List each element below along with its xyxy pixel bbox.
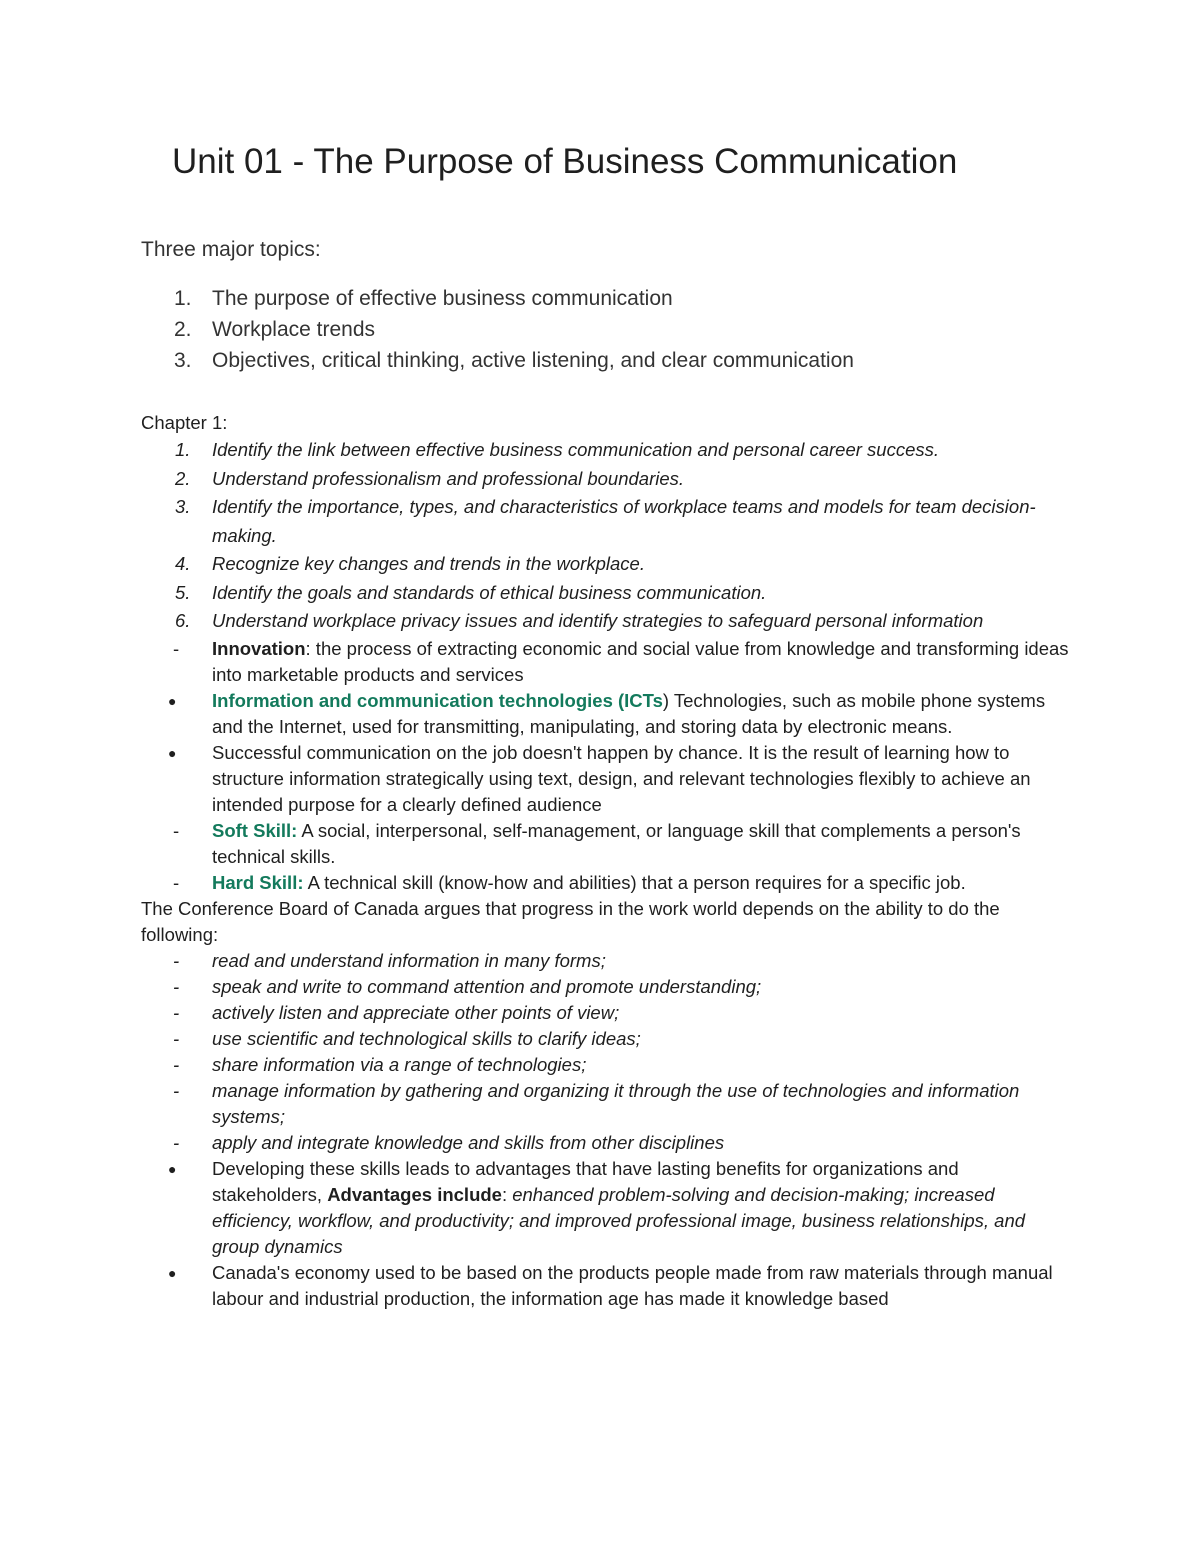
objective-text: Recognize key changes and trends in the workplace. — [212, 553, 645, 574]
list-number: 1. — [175, 439, 191, 460]
success-text: Successful communication on the job doesn't happen by chance. It is the result of learning how to structure information strategically using text, design, and relevant technologies flexibly to achieve an intended purpose for a clearly defined audience — [212, 741, 1031, 815]
ability-item — [141, 1026, 1071, 1052]
dash-marker: - — [173, 1079, 180, 1101]
economy-text: Canada's economy used to be based on the products people made from raw materials through manual labour and industrial production, the information age has made it knowledge based — [212, 1261, 1053, 1309]
innovation-definition — [141, 636, 1071, 688]
ability-item — [141, 948, 1071, 974]
icts-definition — [141, 688, 1071, 740]
ability-item — [141, 974, 1071, 1000]
success-note — [141, 740, 1071, 818]
list-number: 2. — [175, 467, 191, 489]
bullet-marker: ● — [168, 744, 177, 761]
objective-text: Understand professionalism and professional boundaries. — [212, 467, 685, 489]
soft-skill-term: Soft Skill: — [212, 819, 298, 841]
list-number: 3. — [174, 349, 192, 372]
objective-item — [141, 436, 1071, 465]
dash-marker: - — [173, 975, 180, 997]
economy-note — [141, 1260, 1071, 1312]
ability-text: actively listen and appreciate other points of view; — [212, 1001, 620, 1023]
soft-skill-text: A social, interpersonal, self-management, or language skill that complements a person's technical skills. — [212, 819, 1021, 867]
objective-item — [141, 493, 1071, 550]
dash-marker: - — [173, 1131, 180, 1153]
topic-item — [141, 314, 854, 345]
document-body — [141, 410, 1071, 1312]
objective-text: Identify the importance, types, and characteristics of workplace teams and models for team decision-making. — [212, 496, 1036, 546]
list-number: 3. — [175, 496, 191, 517]
topic-item — [141, 345, 854, 376]
advantages-lead: Developing these skills leads to advantages that have lasting benefits for organizations and stakeholders, — [212, 1157, 959, 1205]
bullet-marker: ● — [168, 1264, 177, 1281]
hard-skill-term: Hard Skill: — [212, 871, 304, 893]
conference-abilities-list — [141, 948, 1071, 1156]
ability-text: apply and integrate knowledge and skills from other disciplines — [212, 1131, 725, 1153]
dash-marker: - — [173, 637, 180, 659]
ability-text: read and understand information in many forms; — [212, 949, 606, 971]
objective-item — [141, 550, 1071, 579]
innovation-term: Innovation — [212, 637, 306, 659]
list-number: 5. — [175, 581, 191, 603]
ability-text: share information via a range of technologies; — [212, 1053, 587, 1075]
advantages-term: Advantages include — [327, 1183, 502, 1205]
ability-item — [141, 1052, 1071, 1078]
advantages-text: enhanced problem-solving and decision-making; increased efficiency, workflow, and productivity; and improved professional image, business relationships, and group dynamics — [212, 1183, 1026, 1257]
icts-close-paren: ) — [662, 689, 670, 711]
bullet-marker: ● — [168, 692, 177, 709]
ability-item — [141, 1000, 1071, 1026]
objective-item — [141, 579, 1071, 608]
ability-item — [141, 1078, 1071, 1130]
advantages-note — [141, 1156, 1071, 1260]
objective-text: Identify the goals and standards of ethical business communication. — [212, 581, 767, 603]
ability-text: manage information by gathering and organizing it through the use of technologies and information systems; — [212, 1079, 1020, 1127]
ability-text: speak and write to command attention and promote understanding; — [212, 975, 762, 997]
topic-text: The purpose of effective business communication — [212, 287, 673, 310]
hard-skill-text: A technical skill (know-how and abilities) that a person requires for a specific job. — [303, 871, 966, 893]
list-number: 1. — [174, 287, 192, 310]
objective-text: Understand workplace privacy issues and identify strategies to safeguard personal information — [212, 610, 984, 631]
conference-intro: The Conference Board of Canada argues that progress in the work world depends on the ability to do the following: — [141, 897, 1000, 945]
dash-marker: - — [173, 871, 180, 893]
topics-intro: Three major topics: — [141, 238, 321, 261]
dash-marker: - — [173, 949, 180, 971]
icts-term: Information and communication technologies (ICTs — [212, 689, 663, 711]
advantages-colon: : — [501, 1183, 513, 1205]
chapter-heading: Chapter 1: — [141, 412, 228, 433]
bullet-marker: ● — [168, 1160, 177, 1177]
major-topics-list — [141, 283, 854, 376]
dash-marker: - — [173, 819, 180, 841]
list-number: 6. — [175, 610, 191, 631]
soft-skill-definition — [141, 818, 1071, 870]
ability-item — [141, 1130, 1071, 1156]
objective-item — [141, 465, 1071, 494]
objective-text: Identify the link between effective business communication and personal career success. — [212, 439, 940, 460]
dash-marker: - — [173, 1001, 180, 1023]
topic-item — [141, 283, 854, 314]
topic-text: Objectives, critical thinking, active listening, and clear communication — [212, 349, 854, 372]
icts-text: Technologies, such as mobile phone systems and the Internet, used for transmitting, manipulating, and storing data by electronic means. — [212, 689, 1046, 737]
dash-marker: - — [173, 1053, 180, 1075]
innovation-text: : the process of extracting economic and social value from knowledge and transforming ideas into marketable products and services — [212, 637, 1069, 685]
dash-marker: - — [173, 1027, 180, 1049]
objective-item — [141, 607, 1071, 636]
page-title: Unit 01 - The Purpose of Business Communication — [172, 142, 958, 181]
hard-skill-definition — [141, 870, 1071, 896]
list-number: 4. — [175, 553, 191, 574]
ability-text: use scientific and technological skills to clarify ideas; — [212, 1027, 641, 1049]
topic-text: Workplace trends — [212, 318, 376, 341]
chapter-objectives-list — [141, 436, 1071, 636]
list-number: 2. — [174, 318, 192, 341]
